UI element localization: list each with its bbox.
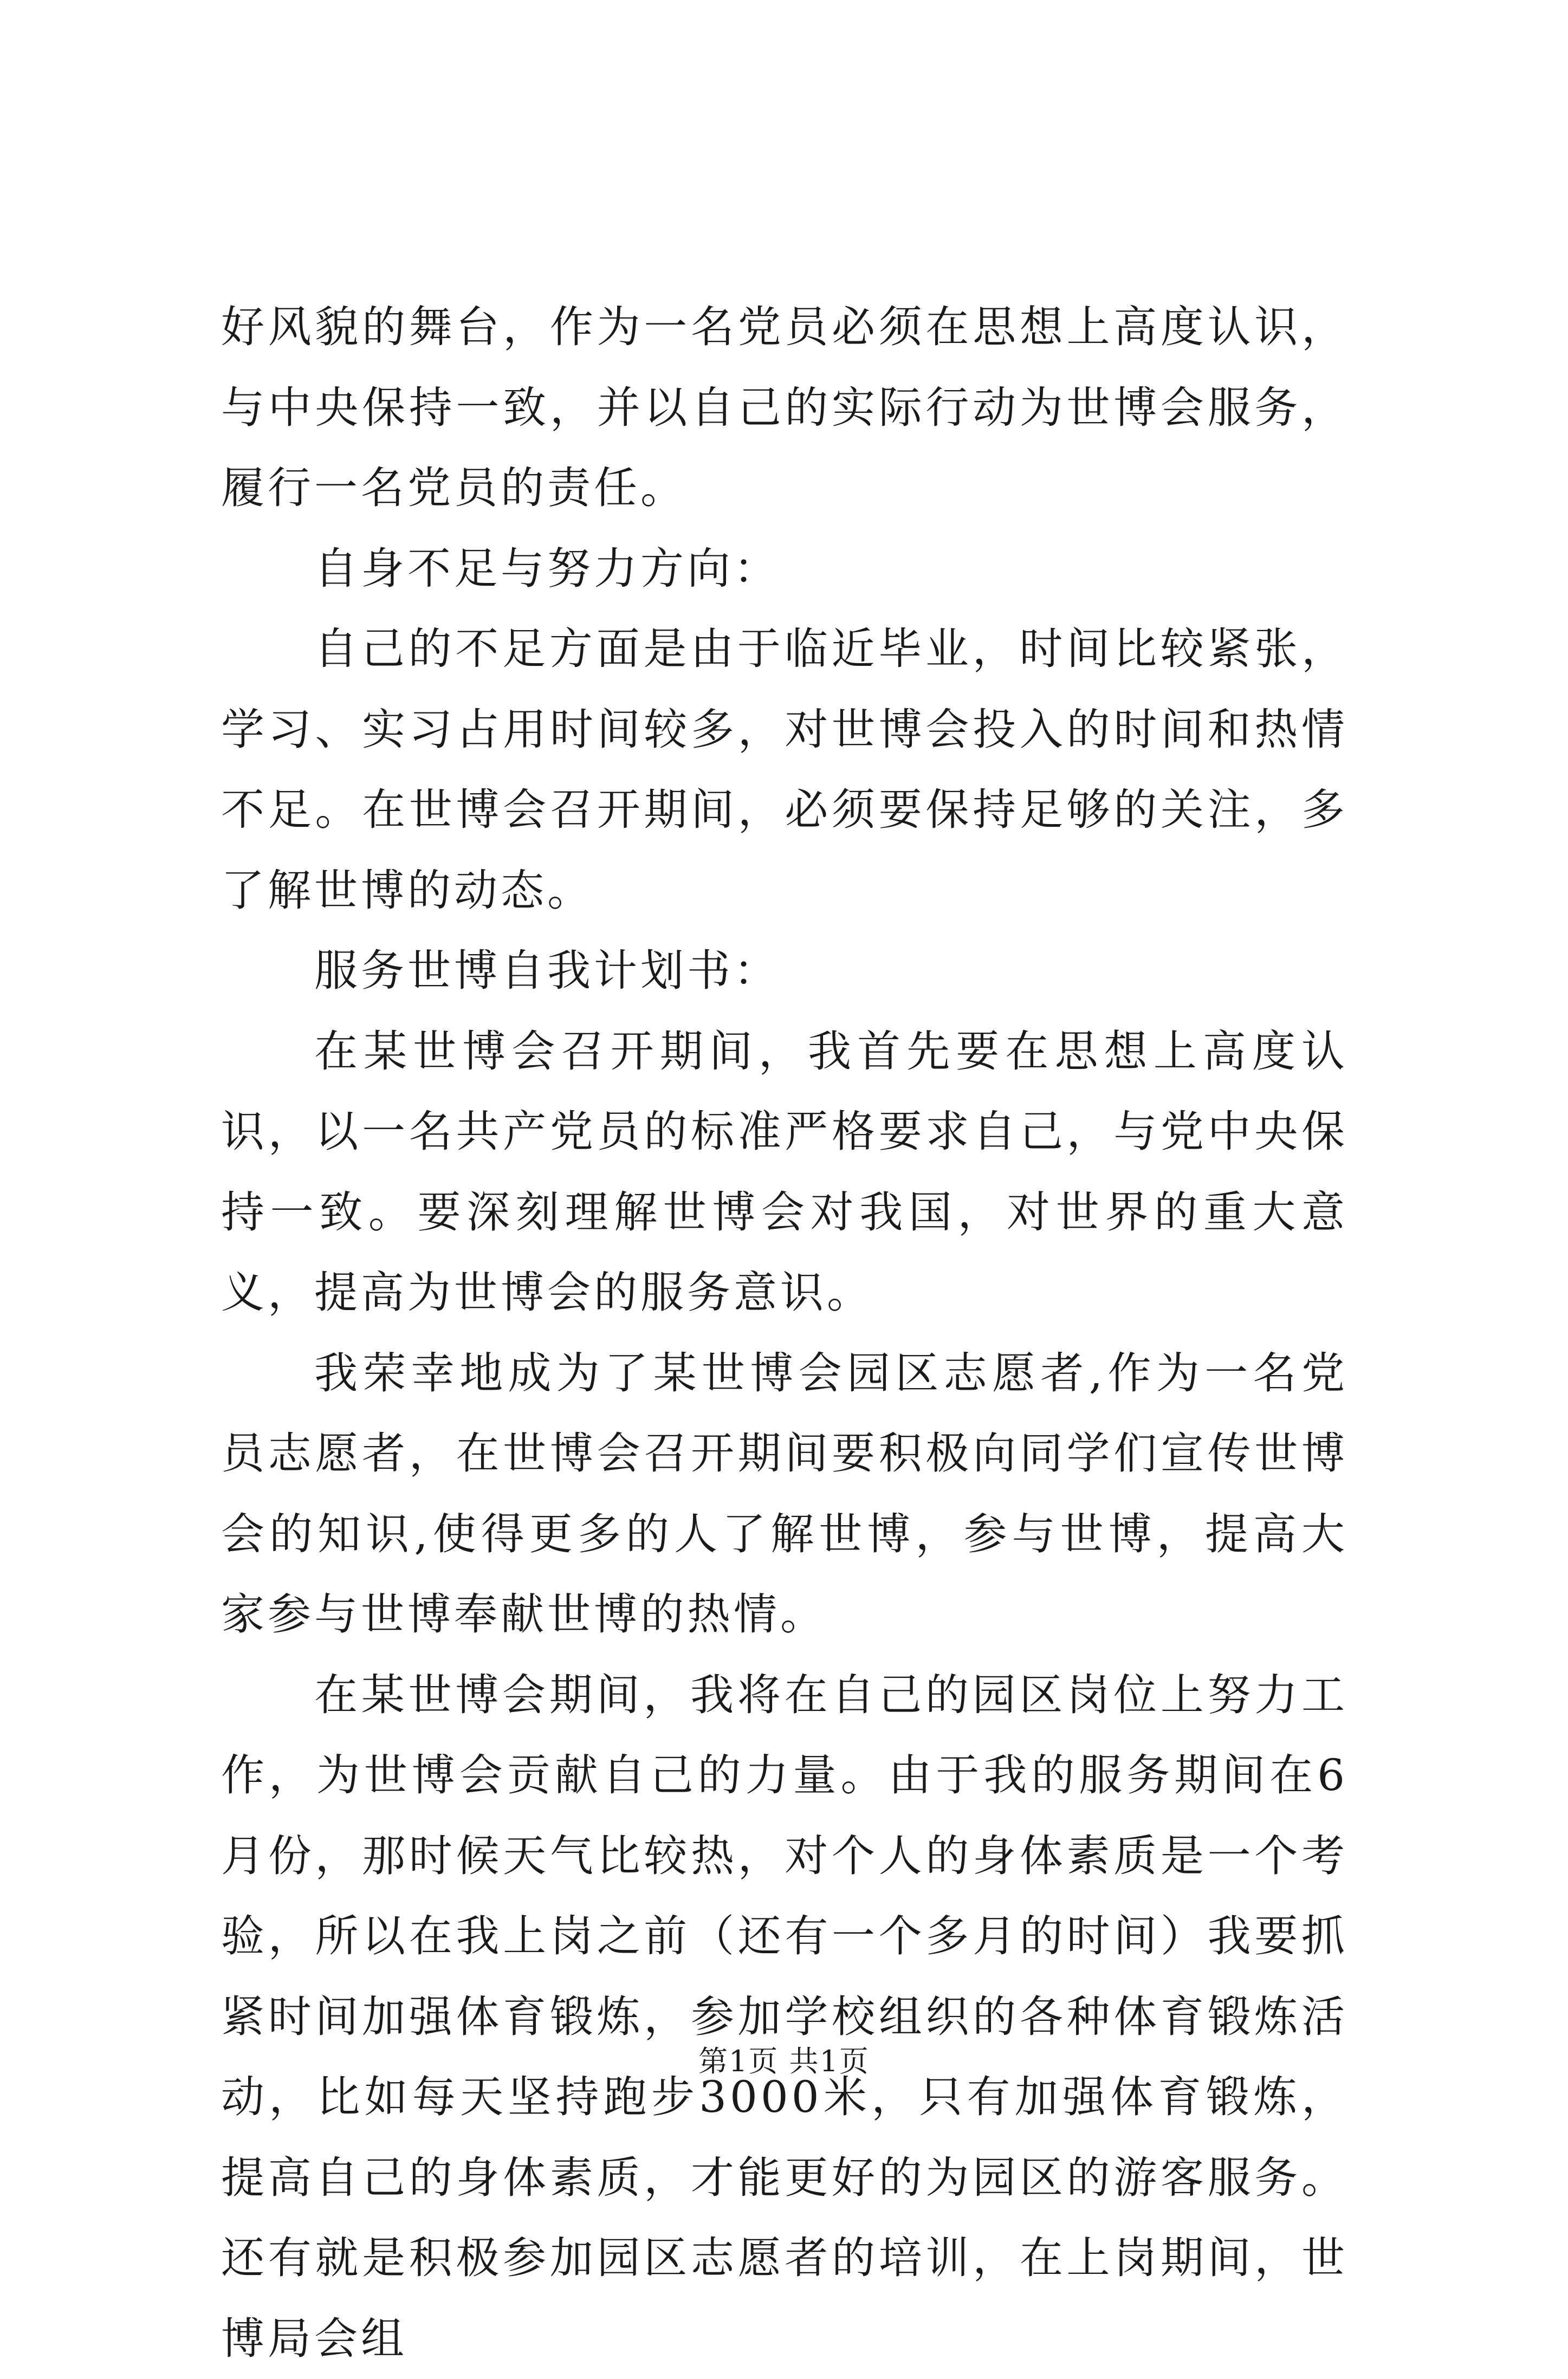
paragraph-1: 好风貌的舞台，作为一名党员必须在思想上高度认识，与中央保持一致，并以自己的实际行动为世博会服务，履行一名党员的责任。	[221, 287, 1348, 529]
paragraph-shortcomings: 自己的不足方面是由于临近毕业，时间比较紧张，学习、实习占用时间较多，对世博会投入的时间和热情不足。在世博会召开期间，必须要保持足够的关注，多了解世博的动态。	[221, 609, 1348, 931]
paragraph-plan-awareness: 在某世博会召开期间，我首先要在思想上高度认识，以一名共产党员的标准严格要求自己，与党中央保持一致。要深刻理解世博会对我国，对世界的重大意义，提高为世博会的服务意识。	[221, 1012, 1348, 1333]
paragraph-volunteer: 我荣幸地成为了某世博会园区志愿者,作为一名党员志愿者，在世博会召开期间要积极向同学们宣传世博会的知识,使得更多的人了解世博，参与世博，提高大家参与世博奉献世博的热情。	[221, 1333, 1348, 1655]
heading-service-plan: 服务世博自我计划书：	[221, 931, 1348, 1012]
paragraph-work-plan: 在某世博会期间，我将在自己的园区岗位上努力工作，为世博会贡献自己的力量。由于我的服务期间在6月份，那时候天气比较热，对个人的身体素质是一个考验，所以在我上岗之前（还有一个多月的时间）我要抓紧时间加强体育锻炼，参加学校组织的各种体育锻炼活动，比如每天坚持跑步3000米，只有加强体育锻炼，提高自己的身体素质，才能更好的为园区的游客服务。还有就是积极参加园区志愿者的培训，在上岗期间，世博局会组	[221, 1655, 1348, 2379]
page-number-footer: 第1页 共1页	[0, 2043, 1568, 2080]
heading-shortcomings: 自身不足与努力方向：	[221, 529, 1348, 610]
